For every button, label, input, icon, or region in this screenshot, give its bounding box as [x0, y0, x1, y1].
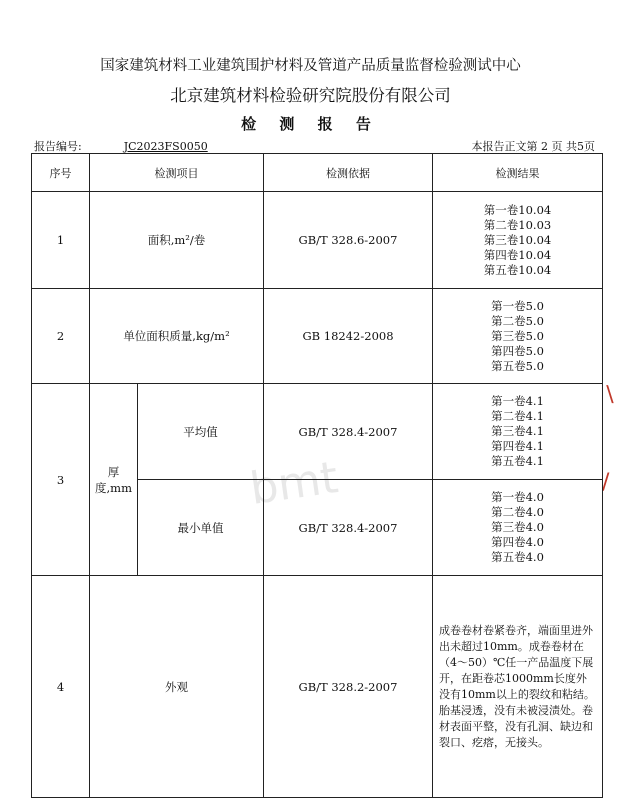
- row-no: 3: [32, 384, 90, 576]
- result-line: 第五卷4.0: [491, 550, 544, 564]
- result-line: 第三卷4.1: [491, 424, 544, 438]
- result-line: 第五卷4.1: [491, 454, 544, 468]
- result-line: 第四卷4.0: [491, 535, 544, 549]
- result-line: 第二卷10.03: [483, 217, 552, 232]
- table-row: [32, 384, 603, 480]
- row-no: 1: [32, 192, 90, 289]
- row-basis: GB/T 328.4-2007: [264, 384, 433, 480]
- row-no: 2: [32, 289, 90, 384]
- row-subitem: 平均值: [138, 384, 264, 480]
- result-line: 第二卷5.0: [491, 313, 544, 328]
- result-line: 第四卷10.04: [483, 247, 552, 262]
- result-line: 第二卷4.1: [491, 409, 544, 423]
- table-row: [32, 576, 603, 798]
- report-number: [34, 138, 208, 154]
- table-header-row: [32, 154, 603, 192]
- institution-name: 国家建筑材料工业建筑围护材料及管道产品质量监督检验测试中心: [100, 58, 521, 74]
- result-line: 第四卷5.0: [491, 343, 544, 358]
- row-results: [433, 384, 603, 480]
- seal-edge-mark: /: [602, 470, 610, 495]
- header-no: 序号: [32, 154, 90, 192]
- row-item: 厚度,mm: [90, 384, 138, 576]
- report-title: 检 测 报 告: [241, 115, 380, 133]
- row-item: 单位面积质量,kg/m²: [90, 289, 264, 384]
- row-basis: GB/T 328.4-2007: [264, 480, 433, 576]
- result-line: 第三卷5.0: [491, 328, 544, 343]
- table-row: [32, 289, 603, 384]
- report-number-label: 报告编号:: [34, 140, 82, 153]
- table-row: [32, 192, 603, 289]
- header-result: 检测结果: [433, 154, 603, 192]
- seal-edge-mark: ∖: [602, 383, 617, 408]
- result-line: 第二卷4.0: [491, 505, 544, 519]
- results-table: [31, 153, 603, 798]
- row-results: [433, 192, 603, 289]
- page-info: 本报告正文第 2 页 共5页: [471, 140, 595, 153]
- row-results: [433, 289, 603, 384]
- row-result-text: 成卷卷材卷紧卷齐，端面里进外出未超过10mm。成卷卷材在（4～50）℃任一产品温度下展开，在距卷芯1000mm长度外没有10mm以上的裂纹和粘结。胎基浸透，没有未被浸渍处。卷材表面平整，没有孔洞、缺边和裂口、疙瘩，无接头。: [433, 576, 603, 798]
- row-basis: GB/T 328.2-2007: [264, 576, 433, 798]
- row-basis: GB 18242-2008: [264, 289, 433, 384]
- row-results: [433, 480, 603, 576]
- result-line: 第三卷4.0: [491, 520, 544, 534]
- row-no: 4: [32, 576, 90, 798]
- result-line: 第一卷4.0: [491, 490, 544, 504]
- result-line: 第五卷10.04: [483, 262, 552, 277]
- result-line: 第三卷10.04: [483, 232, 552, 247]
- row-item: 面积,m²/卷: [90, 192, 264, 289]
- result-line: 第一卷5.0: [491, 298, 544, 313]
- result-line: 第四卷4.1: [491, 439, 544, 453]
- watermark-logo: bmt: [246, 452, 342, 515]
- result-line: 第五卷5.0: [491, 358, 544, 373]
- header-item: 检测项目: [90, 154, 264, 192]
- row-item: 外观: [90, 576, 264, 798]
- result-line: 第一卷4.1: [491, 394, 544, 408]
- row-subitem: 最小单值: [138, 480, 264, 576]
- result-line: 第一卷10.04: [483, 202, 552, 217]
- row-basis: GB/T 328.6-2007: [264, 192, 433, 289]
- report-number-value: JC2023FS0050: [123, 140, 208, 153]
- company-name: 北京建筑材料检验研究院股份有限公司: [170, 86, 451, 105]
- header-basis: 检测依据: [264, 154, 433, 192]
